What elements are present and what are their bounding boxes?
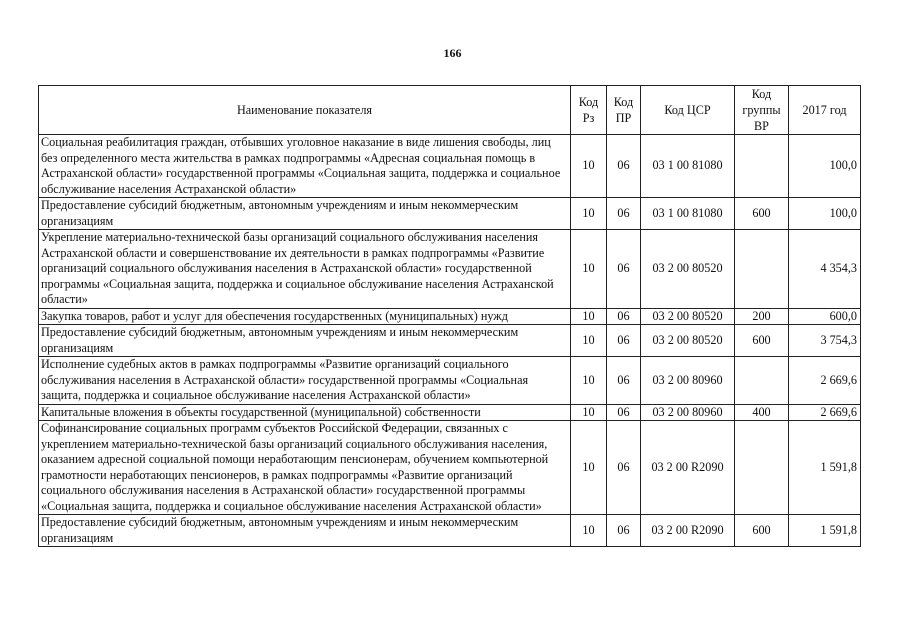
row-pr: 06 [607,325,641,357]
row-pr: 06 [607,515,641,547]
row-amount: 1 591,8 [789,515,861,547]
row-csr: 03 2 00 R2090 [641,421,735,515]
row-csr: 03 1 00 81080 [641,198,735,230]
row-name: Исполнение судебных актов в рамках подпрограммы «Развитие организаций социального обслуживания населения в Астраханской области» государственной программы «Социальная защита, поддержка и социальное обслуживание населения Астраханской области» [39,357,571,405]
row-name: Капитальные вложения в объекты государственной (муниципальной) собственности [39,404,571,421]
row-csr: 03 2 00 80960 [641,404,735,421]
table-row [39,404,861,421]
row-rz: 10 [571,308,607,325]
table-row [39,421,861,515]
row-vr [735,421,789,515]
row-name: Укрепление материально-технической базы организаций социального обслуживания населения Астраханской области и совершенствование их деятельности в рамках подпрограммы «Развитие организаций социального обслуживания населения в Астраханской области» государственной программы «Социальная защита, поддержка и социальное обслуживание населения Астраханской области» [39,230,571,309]
row-amount: 600,0 [789,308,861,325]
row-csr: 03 2 00 80520 [641,308,735,325]
row-pr: 06 [607,135,641,198]
row-rz: 10 [571,404,607,421]
row-amount: 1 591,8 [789,421,861,515]
header-vr: Код группы ВР [735,86,789,135]
row-vr [735,230,789,309]
row-vr [735,135,789,198]
table-row [39,308,861,325]
row-vr: 600 [735,198,789,230]
row-pr: 06 [607,357,641,405]
row-pr: 06 [607,308,641,325]
header-csr: Код ЦСР [641,86,735,135]
row-pr: 06 [607,421,641,515]
row-amount: 2 669,6 [789,404,861,421]
row-vr [735,357,789,405]
header-rz: Код Рз [571,86,607,135]
header-name: Наименование показателя [39,86,571,135]
row-csr: 03 1 00 81080 [641,135,735,198]
row-rz: 10 [571,135,607,198]
header-year: 2017 год [789,86,861,135]
row-csr: 03 2 00 80960 [641,357,735,405]
row-amount: 4 354,3 [789,230,861,309]
table-row [39,135,861,198]
row-amount: 3 754,3 [789,325,861,357]
row-rz: 10 [571,198,607,230]
budget-table [38,85,861,547]
row-vr: 600 [735,325,789,357]
row-amount: 2 669,6 [789,357,861,405]
page-number: 166 [443,46,462,60]
row-amount: 100,0 [789,135,861,198]
row-csr: 03 2 00 80520 [641,325,735,357]
header-pr: Код ПР [607,86,641,135]
row-vr: 600 [735,515,789,547]
table-row [39,515,861,547]
table-row [39,198,861,230]
row-csr: 03 2 00 R2090 [641,515,735,547]
row-name: Социальная реабилитация граждан, отбывших уголовное наказание в виде лишения свободы, лиц без определенного места жительства в рамках подпрограммы «Адресная социальная помощь в Астраханской области» государственной программы «Социальная защита, поддержка и социальное обслуживание населения Астраханской области» [39,135,571,198]
row-name: Предоставление субсидий бюджетным, автономным учреждениям и иным некоммерческим организациям [39,515,571,547]
row-name: Софинансирование социальных программ субъектов Российской Федерации, связанных с укреплением материально-технической базы организаций социального обслуживания населения, оказанием адресной социальной помощи неработающим пенсионерам, обучением компьютерной грамотности неработающих пенсионеров, в рамках подпрограммы «Развитие организаций социального обслуживания населения в Астраханской области» государственной программы «Социальная защита, поддержка и социальное обслуживание населения Астраханской области» [39,421,571,515]
row-rz: 10 [571,515,607,547]
row-pr: 06 [607,198,641,230]
row-rz: 10 [571,357,607,405]
row-vr: 200 [735,308,789,325]
row-pr: 06 [607,404,641,421]
row-rz: 10 [571,325,607,357]
row-csr: 03 2 00 80520 [641,230,735,309]
row-name: Предоставление субсидий бюджетным, автономным учреждениям и иным некоммерческим организациям [39,198,571,230]
row-amount: 100,0 [789,198,861,230]
row-rz: 10 [571,421,607,515]
table-row [39,325,861,357]
row-pr: 06 [607,230,641,309]
row-vr: 400 [735,404,789,421]
row-name: Закупка товаров, работ и услуг для обеспечения государственных (муниципальных) нужд [39,308,571,325]
row-rz: 10 [571,230,607,309]
row-name: Предоставление субсидий бюджетным, автономным учреждениям и иным некоммерческим организациям [39,325,571,357]
table-row [39,357,861,405]
table-row [39,230,861,309]
header-row [39,86,861,135]
